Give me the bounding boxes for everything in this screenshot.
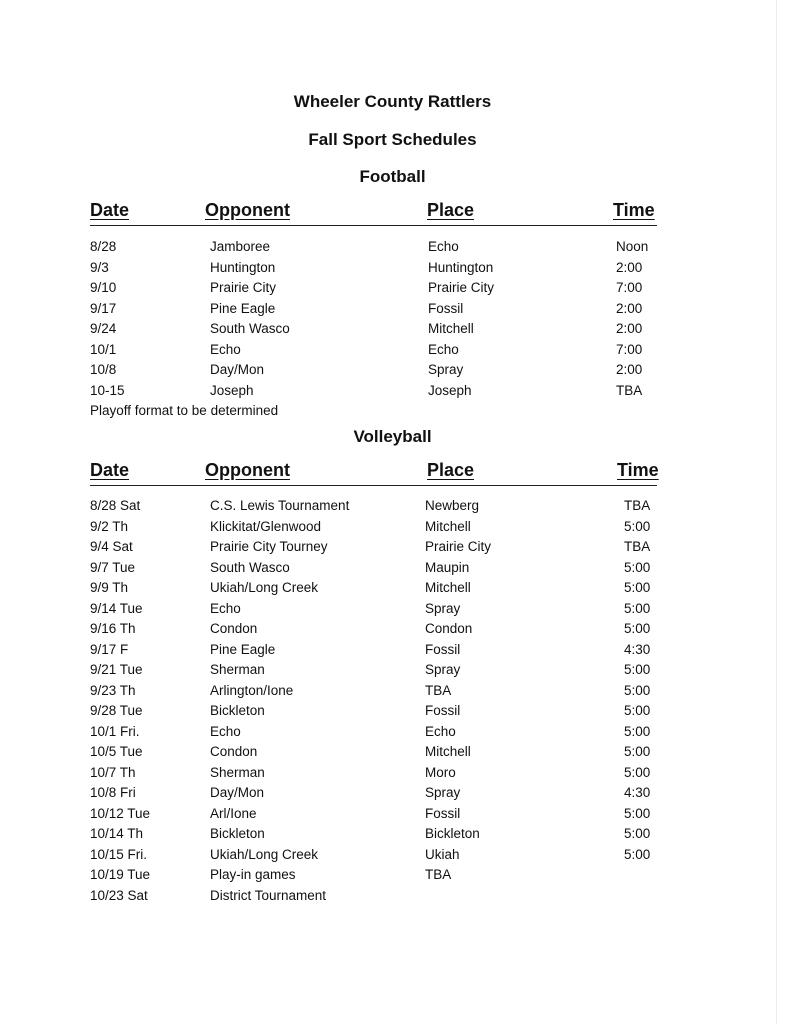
football-cell-place: Echo [428,341,459,357]
football-cell-opponent: Huntington [210,259,276,275]
football-cell-time: 2:00 [616,362,643,377]
volleyball-cell-opponent: Pine Eagle [210,641,276,657]
football-cell-date: 9/17 [90,300,117,316]
football-cell-opponent: South Wasco [210,321,290,336]
volleyball-schedule-row [90,867,690,888]
volleyball-schedule-row [90,662,690,683]
volleyball-cell-time: 5:00 [624,764,651,780]
football-cell-place: Joseph [428,382,472,398]
volleyball-cell-opponent: C.S. Lewis Tournament [210,498,350,513]
football-table-header [90,198,660,226]
volleyball-cell-time: 5:00 [624,559,651,575]
volleyball-cell-place: Ukiah [425,846,460,862]
volleyball-cell-place: Maupin [425,559,470,575]
volleyball-cell-date: 9/28 Tue [90,703,143,718]
volleyball-cell-date: 10/1 Fri. [90,723,140,739]
football-cell-place: Prairie City [428,280,495,295]
volleyball-col-place: Place [427,460,475,480]
volleyball-cell-opponent: Bickleton [210,826,265,841]
volleyball-cell-opponent: Bickleton [210,703,265,718]
football-cell-time: 7:00 [616,341,643,357]
volleyball-cell-date: 9/4 Sat [90,539,133,554]
football-section-heading: Football [359,167,426,186]
volleyball-cell-opponent: Echo [210,600,241,616]
volleyball-cell-date: 10/8 Fri [90,785,136,800]
volleyball-cell-opponent: District Tournament [210,887,327,903]
football-schedule-row [90,260,690,281]
volleyball-schedule-row [90,724,690,745]
volleyball-cell-time: 5:00 [624,662,651,677]
volleyball-cell-time: TBA [624,498,651,513]
volleyball-cell-opponent: Play-in games [210,867,296,882]
volleyball-cell-date: 9/21 Tue [90,662,143,677]
volleyball-schedule-rows [90,498,690,908]
volleyball-schedule-row [90,888,690,909]
football-schedule-row [90,362,690,383]
volleyball-col-time: Time [617,460,659,480]
volleyball-cell-date: 9/9 Th [90,580,129,595]
volleyball-header-rule [90,485,657,486]
football-cell-date: 10-15 [90,382,125,398]
football-schedule-row [90,342,690,363]
volleyball-cell-time: 5:00 [624,723,651,739]
volleyball-cell-date: 10/19 Tue [90,867,151,882]
volleyball-cell-time: 5:00 [624,846,651,862]
football-cell-place: Fossil [428,300,464,316]
volleyball-cell-opponent: Arl/Ione [210,805,257,821]
volleyball-cell-date: 9/14 Tue [90,600,143,616]
volleyball-cell-date: 8/28 Sat [90,498,141,513]
football-cell-time: 7:00 [616,280,643,295]
football-cell-time: Noon [616,239,649,254]
volleyball-cell-opponent: Ukiah/Long Creek [210,846,319,862]
volleyball-cell-time: 5:00 [624,518,651,534]
volleyball-cell-time: 5:00 [624,682,651,698]
volleyball-cell-opponent: Ukiah/Long Creek [210,580,319,595]
volleyball-schedule-row [90,785,690,806]
volleyball-cell-opponent: Klickitat/Glenwood [210,518,322,534]
football-cell-opponent: Pine Eagle [210,300,276,316]
volleyball-cell-time: TBA [624,539,651,554]
volleyball-schedule-row [90,744,690,765]
football-col-time: Time [613,200,655,220]
football-cell-place: Echo [428,239,459,254]
volleyball-cell-date: 10/7 Th [90,764,136,780]
volleyball-cell-place: Mitchell [425,518,471,534]
football-cell-time: 2:00 [616,259,643,275]
football-schedule-rows [90,239,690,403]
football-cell-date: 8/28 [90,239,117,254]
football-col-opponent: Opponent [205,200,290,220]
volleyball-section-heading: Volleyball [353,427,432,446]
football-cell-time: 2:00 [616,321,643,336]
football-cell-time: TBA [616,382,643,398]
volleyball-cell-date: 9/16 Th [90,621,136,636]
volleyball-cell-time: 4:30 [624,785,651,800]
football-cell-date: 9/24 [90,321,117,336]
volleyball-cell-place: TBA [425,867,452,882]
football-schedule-row [90,239,690,260]
football-cell-opponent: Jamboree [210,239,271,254]
volleyball-cell-opponent: Sherman [210,662,265,677]
volleyball-cell-place: Newberg [425,498,480,513]
volleyball-cell-place: Mitchell [425,580,471,595]
football-cell-place: Spray [428,362,464,377]
volleyball-cell-opponent: Condon [210,621,258,636]
volleyball-cell-opponent: Sherman [210,764,265,780]
volleyball-cell-place: Prairie City [425,539,492,554]
volleyball-cell-date: 10/5 Tue [90,744,143,759]
volleyball-schedule-row [90,560,690,581]
volleyball-cell-date: 10/15 Fri. [90,846,148,862]
volleyball-cell-opponent: Day/Mon [210,785,265,800]
volleyball-cell-place: Fossil [425,805,461,821]
volleyball-schedule-row [90,621,690,642]
document-subtitle: Fall Sport Schedules [308,130,477,149]
volleyball-schedule-row [90,765,690,786]
volleyball-cell-date: 9/17 F [90,641,129,657]
document-title: Wheeler County Rattlers [293,92,492,111]
football-cell-date: 10/8 [90,362,117,377]
football-col-place: Place [427,200,475,220]
volleyball-schedule-row [90,539,690,560]
volleyball-cell-time: 5:00 [624,703,651,718]
football-cell-place: Huntington [428,259,494,275]
football-schedule-row [90,383,690,404]
volleyball-cell-place: Moro [425,764,456,780]
football-cell-time: 2:00 [616,300,643,316]
volleyball-cell-time: 5:00 [624,826,651,841]
volleyball-cell-date: 9/23 Th [90,682,136,698]
volleyball-cell-date: 9/2 Th [90,518,129,534]
football-cell-date: 9/3 [90,259,109,275]
volleyball-cell-place: Fossil [425,703,461,718]
volleyball-cell-time: 5:00 [624,805,651,821]
volleyball-cell-place: Spray [425,662,461,677]
volleyball-schedule-row [90,703,690,724]
football-cell-opponent: Day/Mon [210,362,265,377]
page-edge-divider [776,0,777,1024]
football-cell-opponent: Echo [210,341,241,357]
volleyball-cell-opponent: Prairie City Tourney [210,539,328,554]
volleyball-schedule-row [90,806,690,827]
volleyball-cell-place: Echo [425,723,456,739]
volleyball-cell-place: Fossil [425,641,461,657]
volleyball-cell-date: 10/14 Th [90,826,144,841]
volleyball-schedule-row [90,601,690,622]
volleyball-schedule-row [90,498,690,519]
volleyball-cell-place: Mitchell [425,744,471,759]
volleyball-schedule-row [90,519,690,540]
volleyball-cell-date: 10/23 Sat [90,887,148,903]
volleyball-cell-place: Spray [425,600,461,616]
volleyball-cell-opponent: Condon [210,744,258,759]
football-cell-date: 10/1 [90,341,117,357]
volleyball-cell-time: 4:30 [624,641,651,657]
volleyball-schedule-row [90,847,690,868]
volleyball-cell-opponent: Echo [210,723,241,739]
football-cell-date: 9/10 [90,280,117,295]
volleyball-cell-time: 5:00 [624,600,651,616]
volleyball-cell-time: 5:00 [624,580,651,595]
volleyball-schedule-row [90,580,690,601]
volleyball-cell-place: Condon [425,621,473,636]
football-cell-opponent: Joseph [210,382,254,398]
football-schedule-row [90,301,690,322]
volleyball-cell-opponent: South Wasco [210,559,290,575]
volleyball-cell-time: 5:00 [624,744,651,759]
football-cell-opponent: Prairie City [210,280,277,295]
volleyball-cell-date: 10/12 Tue [90,805,151,821]
volleyball-cell-date: 9/7 Tue [90,559,136,575]
volleyball-cell-place: Spray [425,785,461,800]
volleyball-cell-place: Bickleton [425,826,480,841]
football-cell-place: Mitchell [428,321,474,336]
volleyball-cell-opponent: Arlington/Ione [210,682,294,698]
volleyball-col-date: Date [90,460,130,480]
volleyball-schedule-row [90,683,690,704]
volleyball-table-header [90,458,660,486]
volleyball-cell-place: TBA [425,682,452,698]
volleyball-col-opponent: Opponent [205,460,290,480]
volleyball-schedule-row [90,642,690,663]
volleyball-cell-time: 5:00 [624,621,651,636]
playoff-note: Playoff format to be determined [90,403,279,418]
football-header-rule [90,225,657,226]
football-schedule-row [90,321,690,342]
football-col-date: Date [90,200,130,220]
volleyball-schedule-row [90,826,690,847]
football-schedule-row [90,280,690,301]
